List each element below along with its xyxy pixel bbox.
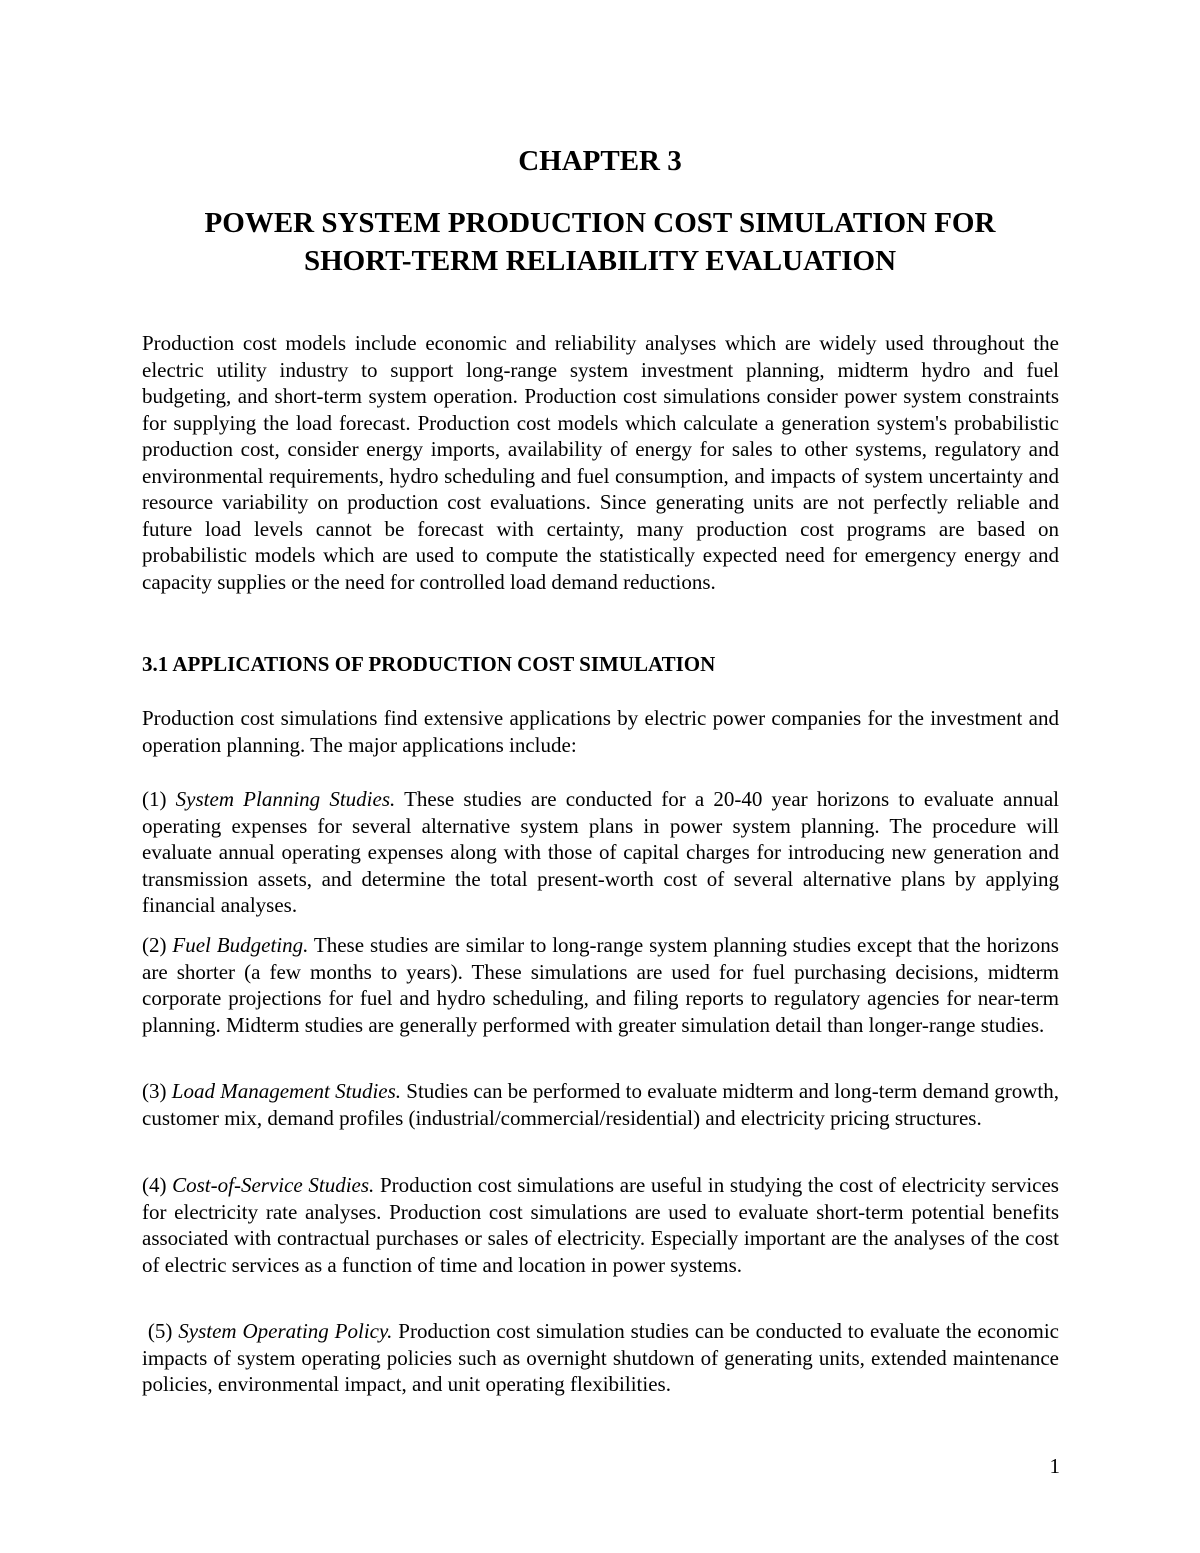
item-term: Fuel Budgeting. [172,933,309,957]
item-term: Load Management Studies. [171,1079,402,1103]
item-number: (3) [142,1079,172,1103]
item-term: Cost-of-Service Studies. [172,1173,375,1197]
item-number: (1) [142,787,176,811]
chapter-title-line-2: SHORT-TERM RELIABILITY EVALUATION [303,245,897,277]
application-item-system-operating-policy [142,1318,1059,1398]
intro-paragraph: Production cost models include economic and reliability analyses which are widely used throughout the electric utility industry to support long-range system investment planning, midterm hydro and fuel budgeting, and short-term system operation. Production cost simulations consider power system constraints for supplying the load forecast. Production cost models which calculate a generation system's probabilistic production cost, consider energy imports, availability of energy for sales to other systems, regulatory and environmental requirements, hydro scheduling and fuel consumption, and impacts of system uncertainty and resource variability on production cost evaluations. Since generating units are not perfectly reliable and future load levels cannot be forecast with certainty, many production cost programs are based on probabilistic models which are used to compute the statistically expected need for emergency energy and capacity supplies or the need for controlled load demand reductions. [142,331,1059,594]
chapter-title-line-1: POWER SYSTEM PRODUCTION COST SIMULATION FOR [204,207,996,239]
application-item-fuel-budgeting [142,932,1059,1038]
item-number: (4) [142,1173,173,1197]
page-number: 1 [1049,1454,1060,1478]
application-item-cost-of-service [142,1172,1059,1278]
item-number: (2) [142,933,173,957]
item-text: Production cost simulations are useful in studying the cost of electricity services for electricity rate analyses. Production cost simulations are used to evaluate short-term potential benefits associated with contractual purchases or sales of electricity. Especially important are the analyses of the cost of electric services as a function of time and location in power systems. [142,1173,1059,1277]
item-text: These studies are conducted for a 20-40 year horizons to evaluate annual operating expenses for several alternative system plans in power system planning. The procedure will evaluate annual operating expenses along with those of capital charges for introducing new generation and transmission assets, and determine the total present-worth cost of several alternative plans by applying financial analyses. [142,787,1059,917]
item-number: (5) [147,1319,179,1343]
chapter-title [140,204,1060,280]
item-text: These studies are similar to long-range system planning studies except that the horizons are shorter (a few months to years). These simulations are used for fuel purchasing decisions, midterm corporate projections for fuel and hydro scheduling, and filing reports to regulatory agencies for near-term planning. Midterm studies are generally performed with greater simulation detail than longer-range studies. [142,933,1059,1037]
applications-intro-paragraph: Production cost simulations find extensive applications by electric power companies for the investment and operation planning. The major applications include: [142,706,1059,757]
application-item-load-management [142,1078,1059,1131]
item-text: Production cost simulation studies can be conducted to evaluate the economic impacts of system operating policies such as overnight shutdown of generating units, extended maintenance policies, environmental impact, and unit operating flexibilities. [142,1319,1059,1396]
item-term: System Operating Policy. [178,1319,393,1343]
application-item-system-planning [142,786,1059,919]
item-term: System Planning Studies. [175,787,396,811]
chapter-number: CHAPTER 3 [518,145,682,177]
section-heading-3-1: 3.1 APPLICATIONS OF PRODUCTION COST SIMULATION [142,652,716,676]
item-text: Studies can be performed to evaluate midterm and long-term demand growth, customer mix, demand profiles (industrial/commercial/residential) and electricity pricing structures. [142,1079,1059,1130]
